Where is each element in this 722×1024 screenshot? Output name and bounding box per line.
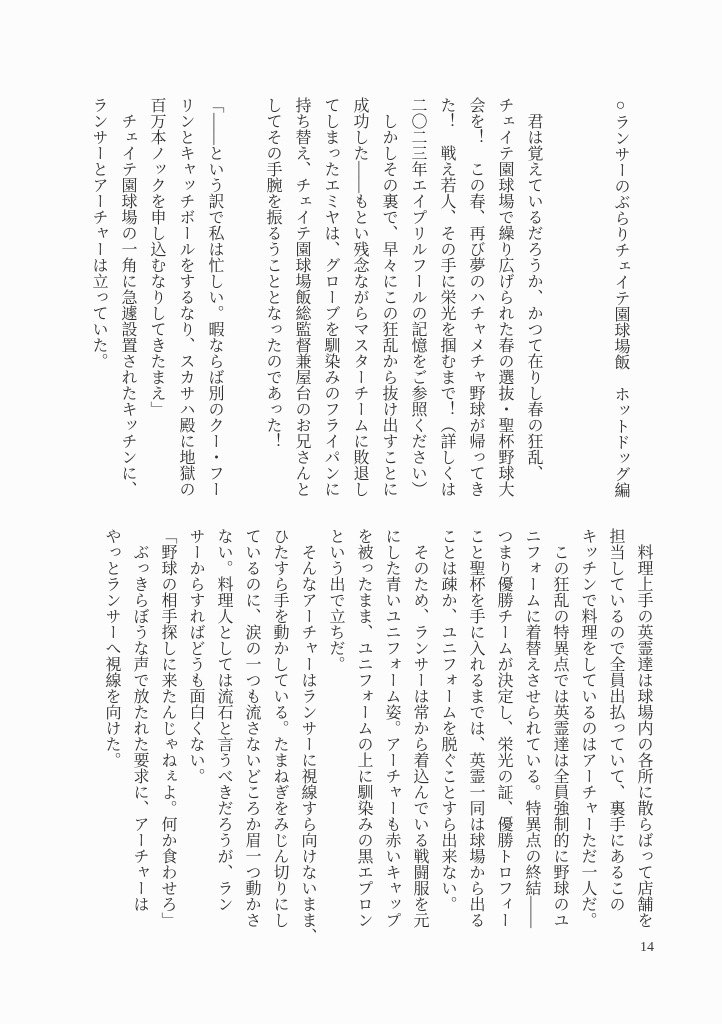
blank-line: [548, 97, 577, 509]
text-line: しかしその裏で、早々にこの狂乱から抜け出すことに: [380, 97, 397, 497]
text-line: 百万本ノックを申し込むなりしてきたまえ」: [148, 97, 165, 417]
text-line: この狂乱の特異点では英霊達は全員強制的に野球のユ: [551, 528, 568, 928]
text-line: ニフォームに着替えさせられている。特異点の終結――: [523, 528, 540, 928]
section-title: ○ランサーのぶらりチェイテ園球場飯 ホットドッグ編: [612, 97, 629, 498]
text-line: そのため、ランサーは常から着込んでいる戦闘服を元: [411, 528, 428, 928]
text-line: ランサーとアーチャーは立っていた。: [90, 97, 107, 369]
text-line: やっとランサーへ視線を向けた。: [103, 528, 120, 768]
text-line: してその手腕を振るうこととなったのであった！: [264, 97, 281, 449]
text-line: という出で立ちだ。: [327, 528, 344, 672]
text-line: リンとキャッチボールをするなり、スカサハ殿に地獄の: [177, 97, 194, 497]
text-line: サーからすればどうも面白くない。: [187, 528, 204, 784]
page-number: 14: [640, 940, 654, 955]
text-line: キッチンで料理をしているのはアーチャーただ一人だ。: [579, 528, 596, 928]
text-line: こと聖杯を手に入れるまでは、英霊一同は球場から出る: [467, 528, 484, 928]
text-line: を被ったまま、ユニフォームの上に馴染みの黒エプロン: [355, 528, 372, 928]
text-line: 二〇二三年エイプリルフールの記憶をご参照ください）: [409, 97, 426, 497]
text-line: 「――という訳で私は忙しい。暇ならば別のクー・フー: [206, 97, 223, 497]
text-line: てしまったエミヤは、グローブを馴染みのフライパンに: [322, 97, 339, 497]
blank-line: [229, 97, 258, 509]
text-line: 持ち替え、チェイテ園球場飯総監督兼屋台のお兄さんと: [293, 97, 310, 497]
blank-line: [577, 97, 606, 509]
text-line: 成功した――もとい残念ながらマスターチームに敗退し: [351, 97, 368, 497]
text-line: チェイテ園球場の一角に急遽設置されたキッチンに、: [119, 97, 136, 497]
text-line: つまり優勝チームが決定し、栄光の証、優勝トロフィー: [495, 528, 512, 928]
text-line: 君は覚えているだろうか、かつて在りし春の狂乱、: [525, 97, 542, 481]
text-line: 会を！ この春、再び夢のハチャメチャ野球が帰ってき: [467, 97, 484, 497]
text-line: そんなアーチャーはランサーに視線すら向けないまま、: [299, 528, 316, 944]
text-line: ているのに、涙の一つも流さないどころか眉一つ動かさ: [243, 528, 260, 928]
text-line: た！ 戦え若人、その手に栄光を掴むまで！（詳しくは: [438, 97, 455, 497]
text-line: ぶっきらぼうな声で放たれた要求に、アーチャーは: [131, 528, 148, 912]
text-line: 料理上手の英霊達は球場内の各所に散らばって店舗を: [635, 528, 652, 928]
text-line: ことは疎か、ユニフォームを脱ぐことすら出来ない。: [439, 528, 456, 912]
text-line: チェイテ園球場で繰り広げられた春の選抜・聖杯野球大: [496, 97, 513, 497]
text-line: ない。料理人としては流石と言うべきだろうが、ラン: [215, 528, 232, 912]
bottom-text-block: [97, 528, 657, 946]
text-line: 「野球の相手探しに来たんじゃねぇよ。何か食わせろ」: [159, 528, 176, 928]
text-line: ひたすら手を動かしている。たまねぎをみじん切りにし: [271, 528, 288, 928]
text-line: 担当しているので全員出払っていて、裏手にあるこの: [607, 528, 624, 912]
top-text-block: [84, 97, 635, 509]
text-line: にした青いユニフォーム姿。アーチャーも赤いキャップ: [383, 528, 400, 928]
